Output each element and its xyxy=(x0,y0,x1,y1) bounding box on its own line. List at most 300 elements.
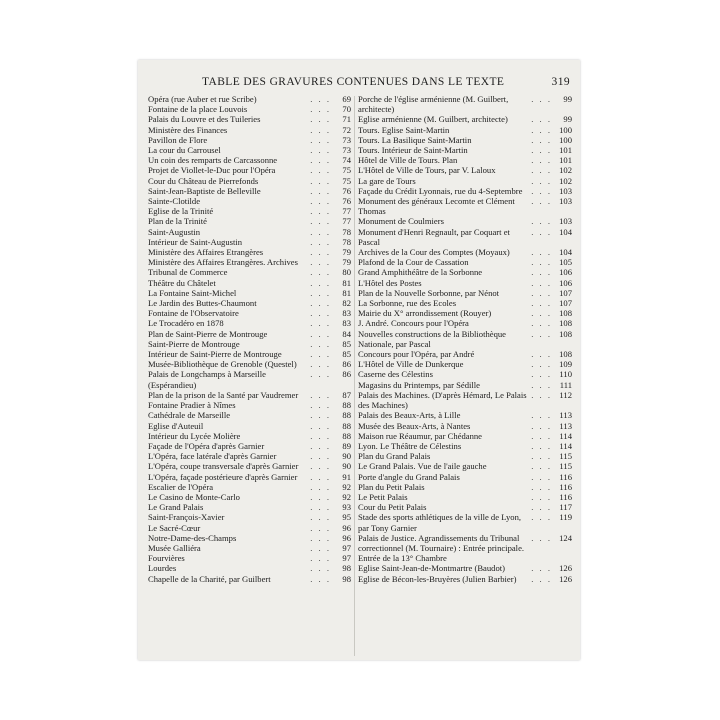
entry-title: Saint-Jean-Baptiste de Belleville xyxy=(148,185,261,196)
entry-title: Intérieur du Lycée Molière xyxy=(148,430,241,441)
entry-page: 103 xyxy=(559,196,572,207)
leader-dots: . . . xyxy=(310,440,331,451)
entry-title: Palais du Louvre et des Tuileries xyxy=(148,114,261,125)
leader-dots: . . . xyxy=(310,134,331,145)
leader-dots: . . . xyxy=(531,481,552,492)
leader-dots: . . . xyxy=(531,410,552,421)
leader-dots: . . . xyxy=(310,104,331,115)
leader-dots: . . . xyxy=(310,318,331,329)
toc-entry xyxy=(148,441,351,451)
toc-entry xyxy=(148,104,351,114)
column-divider xyxy=(354,96,355,656)
entry-page: 100 xyxy=(559,134,572,145)
toc-entry xyxy=(148,176,351,186)
entry-title: Nouvelles constructions de la Bibliothèque Nationale, par Pascal xyxy=(358,328,506,349)
leader-dots: . . . xyxy=(531,532,552,543)
entry-page: 110 xyxy=(559,369,572,380)
entry-title: Plafond de la Cour de Cassation xyxy=(358,257,469,268)
entry-title: La cour du Carrousel xyxy=(148,145,221,156)
entry-page: 107 xyxy=(559,287,572,298)
entry-title: Fourvières xyxy=(148,553,185,564)
toc-entry xyxy=(358,278,572,288)
toc-entry xyxy=(148,400,351,410)
leader-dots: . . . xyxy=(310,328,331,339)
entry-title: L'Hôtel des Postes xyxy=(358,277,422,288)
entry-title: Plan du Grand Palais xyxy=(358,451,431,462)
toc-entry xyxy=(358,441,572,451)
toc-entry xyxy=(358,94,572,114)
entry-page: 99 xyxy=(563,94,572,104)
leader-dots: . . . xyxy=(531,257,552,268)
entry-page: 119 xyxy=(559,512,572,523)
leader-dots: . . . xyxy=(531,359,552,370)
leader-dots: . . . xyxy=(531,185,552,196)
entry-title: Concours pour l'Opéra, par André xyxy=(358,349,475,360)
entry-title: Chapelle de la Charité, par Guilbert xyxy=(148,573,271,584)
entry-page: 96 xyxy=(342,522,351,533)
toc-entry xyxy=(148,155,351,165)
entry-page: 102 xyxy=(559,175,572,186)
toc-entry xyxy=(148,563,351,573)
entry-page: 99 xyxy=(563,114,572,125)
leader-dots: . . . xyxy=(310,389,331,400)
leader-dots: . . . xyxy=(310,359,331,370)
leader-dots: . . . xyxy=(310,124,331,135)
toc-entry xyxy=(148,298,351,308)
toc-entry xyxy=(148,196,351,206)
entry-page: 89 xyxy=(342,440,351,451)
toc-entry xyxy=(358,482,572,492)
entry-title: Saint-Augustin xyxy=(148,226,201,237)
toc-entry xyxy=(358,574,572,584)
entry-page: 82 xyxy=(342,298,351,309)
entry-page: 111 xyxy=(559,379,572,390)
entry-title: Eglise arménienne (M. Guilbert, architecte) xyxy=(358,114,508,125)
entry-title: Musée-Bibliothèque de Grenoble (Questel) xyxy=(148,359,297,370)
toc-entry xyxy=(148,267,351,277)
leader-dots: . . . xyxy=(310,185,331,196)
entry-title: Le Grand Palais. Vue de l'aile gauche xyxy=(358,461,487,472)
leader-dots: . . . xyxy=(310,206,331,217)
toc-entry xyxy=(148,94,351,104)
leader-dots: . . . xyxy=(531,308,552,319)
entry-title: Eglise Saint-Jean-de-Montmartre (Baudot) xyxy=(358,563,506,574)
entry-page: 107 xyxy=(559,298,572,309)
toc-entry xyxy=(358,155,572,165)
entry-page: 69 xyxy=(342,94,351,104)
leader-dots: . . . xyxy=(531,145,552,156)
leader-dots: . . . xyxy=(310,491,331,502)
toc-entry xyxy=(358,502,572,512)
entry-title: Le Petit Palais xyxy=(358,491,408,502)
toc-entry xyxy=(358,165,572,175)
leader-dots: . . . xyxy=(310,471,331,482)
entry-title: Hôtel de Ville de Tours. Plan xyxy=(358,155,458,166)
entry-page: 75 xyxy=(342,175,351,186)
left-column xyxy=(148,94,351,584)
leader-dots: . . . xyxy=(310,308,331,319)
entry-page: 86 xyxy=(342,359,351,370)
leader-dots: . . . xyxy=(531,247,552,258)
leader-dots: . . . xyxy=(310,114,331,125)
entry-page: 98 xyxy=(342,563,351,574)
toc-entry xyxy=(358,369,572,379)
leader-dots: . . . xyxy=(310,553,331,564)
leader-dots: . . . xyxy=(310,236,331,247)
toc-entry xyxy=(358,114,572,124)
entry-title: Eglise de la Trinité xyxy=(148,206,214,217)
entry-page: 78 xyxy=(342,226,351,237)
entry-page: 74 xyxy=(342,155,351,166)
toc-entry xyxy=(148,247,351,257)
entry-title: Eglise de Bécon-les-Bruyères (Julien Barbier) xyxy=(358,573,517,584)
entry-page: 126 xyxy=(559,573,572,584)
entry-page: 103 xyxy=(559,185,572,196)
toc-entry xyxy=(358,390,572,410)
entry-title: Monument de Coulmiers xyxy=(358,216,444,227)
entry-page: 97 xyxy=(342,553,351,564)
toc-entry xyxy=(148,431,351,441)
entry-page: 106 xyxy=(559,267,572,278)
toc-entry xyxy=(148,369,351,389)
toc-entry xyxy=(358,257,572,267)
toc-entry xyxy=(148,227,351,237)
entry-page: 108 xyxy=(559,328,572,339)
leader-dots: . . . xyxy=(310,338,331,349)
entry-page: 101 xyxy=(559,155,572,166)
toc-entry xyxy=(358,145,572,155)
entry-page: 72 xyxy=(342,124,351,135)
leader-dots: . . . xyxy=(310,267,331,278)
toc-entry xyxy=(358,267,572,277)
entry-title: Cour du Petit Palais xyxy=(358,502,427,513)
toc-entry xyxy=(358,308,572,318)
entry-title: L'Opéra, façade postérieure d'après Garnier xyxy=(148,471,298,482)
entry-title: Un coin des remparts de Carcassonne xyxy=(148,155,278,166)
entry-page: 115 xyxy=(559,451,572,462)
toc-entry xyxy=(358,492,572,502)
entry-page: 71 xyxy=(342,114,351,125)
entry-title: Ministère des Affaires Etrangères. Archives xyxy=(148,257,298,268)
toc-entry xyxy=(358,461,572,471)
leader-dots: . . . xyxy=(310,451,331,462)
entry-page: 115 xyxy=(559,461,572,472)
entry-title: Saint-François-Xavier xyxy=(148,512,225,523)
leader-dots: . . . xyxy=(310,400,331,411)
entry-page: 105 xyxy=(559,257,572,268)
leader-dots: . . . xyxy=(531,451,552,462)
entry-title: Ministère des Finances xyxy=(148,124,228,135)
entry-page: 92 xyxy=(342,491,351,502)
leader-dots: . . . xyxy=(310,542,331,553)
toc-entry xyxy=(358,410,572,420)
leader-dots: . . . xyxy=(531,471,552,482)
entry-page: 103 xyxy=(559,216,572,227)
toc-entry xyxy=(148,451,351,461)
entry-title: Pavillon de Flore xyxy=(148,134,208,145)
toc-entry xyxy=(358,533,572,564)
toc-entry xyxy=(148,472,351,482)
entry-title: Monument d'Henri Regnault, par Coquart et Pascal xyxy=(358,226,510,247)
entry-title: Eglise d'Auteuil xyxy=(148,420,204,431)
entry-page: 96 xyxy=(342,532,351,543)
entry-page: 70 xyxy=(342,104,351,115)
leader-dots: . . . xyxy=(531,124,552,135)
entry-page: 77 xyxy=(342,216,351,227)
toc-entry xyxy=(358,380,572,390)
leader-dots: . . . xyxy=(531,114,552,125)
leader-dots: . . . xyxy=(310,563,331,574)
entry-page: 126 xyxy=(559,563,572,574)
toc-entry xyxy=(148,288,351,298)
entry-page: 75 xyxy=(342,165,351,176)
leader-dots: . . . xyxy=(531,573,552,584)
entry-page: 93 xyxy=(342,502,351,513)
entry-title: La gare de Tours xyxy=(358,175,416,186)
entry-page: 87 xyxy=(342,389,351,400)
entry-title: Magasins du Printemps, par Sédille xyxy=(358,379,480,390)
toc-entry xyxy=(148,461,351,471)
entry-page: 88 xyxy=(342,410,351,421)
entry-title: Porte d'angle du Grand Palais xyxy=(358,471,460,482)
entry-page: 117 xyxy=(559,502,572,513)
entry-title: Tours. Intérieur de Saint-Martin xyxy=(358,145,468,156)
toc-entry xyxy=(358,451,572,461)
leader-dots: . . . xyxy=(310,175,331,186)
toc-entry xyxy=(148,216,351,226)
leader-dots: . . . xyxy=(310,226,331,237)
entry-page: 90 xyxy=(342,451,351,462)
toc-entry xyxy=(358,186,572,196)
entry-page: 78 xyxy=(342,236,351,247)
entry-page: 124 xyxy=(559,532,572,543)
toc-entry xyxy=(148,145,351,155)
leader-dots: . . . xyxy=(531,216,552,227)
toc-entry xyxy=(148,339,351,349)
leader-dots: . . . xyxy=(310,502,331,513)
entry-title: Musée Galliéra xyxy=(148,542,201,553)
entry-title: Plan du Petit Palais xyxy=(358,481,425,492)
toc-entry xyxy=(358,176,572,186)
entry-title: Monument des généraux Lecomte et Clément Thomas xyxy=(358,196,515,217)
toc-entry xyxy=(148,492,351,502)
entry-page: 109 xyxy=(559,359,572,370)
entry-title: Grand Amphithéâtre de la Sorbonne xyxy=(358,267,483,278)
toc-entry xyxy=(358,288,572,298)
leader-dots: . . . xyxy=(310,349,331,360)
toc-entry xyxy=(358,421,572,431)
toc-entry xyxy=(358,431,572,441)
leader-dots: . . . xyxy=(531,287,552,298)
leader-dots: . . . xyxy=(531,430,552,441)
entry-page: 90 xyxy=(342,461,351,472)
entry-page: 85 xyxy=(342,349,351,360)
entry-page: 92 xyxy=(342,481,351,492)
toc-entry xyxy=(358,298,572,308)
toc-entry xyxy=(148,533,351,543)
entry-page: 104 xyxy=(559,226,572,237)
entry-page: 113 xyxy=(559,410,572,421)
entry-title: Sainte-Clotilde xyxy=(148,196,201,207)
toc-entry xyxy=(148,237,351,247)
leader-dots: . . . xyxy=(531,328,552,339)
entry-page: 108 xyxy=(559,349,572,360)
entry-page: 108 xyxy=(559,318,572,329)
entry-title: Tribunal de Commerce xyxy=(148,267,228,278)
toc-entry xyxy=(148,206,351,216)
entry-page: 116 xyxy=(559,481,572,492)
entry-page: 102 xyxy=(559,165,572,176)
entry-title: Le Sacré-Cœur xyxy=(148,522,201,533)
entry-page: 73 xyxy=(342,134,351,145)
entry-page: 112 xyxy=(559,389,572,400)
leader-dots: . . . xyxy=(531,226,552,237)
entry-title: Mairie du X° arrondissement (Rouyer) xyxy=(358,308,492,319)
toc-entry xyxy=(148,329,351,339)
entry-title: La Sorbonne, rue des Ecoles xyxy=(358,298,457,309)
leader-dots: . . . xyxy=(531,502,552,513)
page-number: 319 xyxy=(551,76,570,88)
entry-title: L'Opéra, face latérale d'après Garnier xyxy=(148,451,277,462)
entry-title: Façade du Crédit Lyonnais, rue du 4-Septembre xyxy=(358,185,523,196)
leader-dots: . . . xyxy=(531,94,552,104)
entry-page: 81 xyxy=(342,277,351,288)
entry-page: 73 xyxy=(342,145,351,156)
leader-dots: . . . xyxy=(310,461,331,472)
leader-dots: . . . xyxy=(310,155,331,166)
entry-title: J. André. Concours pour l'Opéra xyxy=(358,318,469,329)
leader-dots: . . . xyxy=(310,196,331,207)
entry-title: Tours. Eglise Saint-Martin xyxy=(358,124,450,135)
toc-entry xyxy=(148,135,351,145)
right-column xyxy=(358,94,572,584)
leader-dots: . . . xyxy=(310,94,331,104)
entry-page: 88 xyxy=(342,400,351,411)
entry-title: Plan de la prison de la Santé par Vaudremer xyxy=(148,389,299,400)
entry-page: 88 xyxy=(342,420,351,431)
leader-dots: . . . xyxy=(531,369,552,380)
entry-title: Palais de Justice. Agrandissements du Tribunal correctionnel (M. Tournaire) : Entrée principale. Entrée de la 13° Chambre xyxy=(358,532,525,564)
entry-page: 79 xyxy=(342,247,351,258)
entry-title: Fontaine de l'Observatoire xyxy=(148,308,239,319)
leader-dots: . . . xyxy=(531,440,552,451)
entry-title: Plan de la Nouvelle Sorbonne, par Nénot xyxy=(358,287,500,298)
leader-dots: . . . xyxy=(310,277,331,288)
leader-dots: . . . xyxy=(531,512,552,523)
toc-entry xyxy=(358,196,572,216)
toc-entry xyxy=(148,125,351,135)
entry-page: 104 xyxy=(559,247,572,258)
entry-title: Archives de la Cour des Comptes (Moyaux) xyxy=(358,247,510,258)
toc-entry xyxy=(148,574,351,584)
toc-entry xyxy=(148,523,351,533)
entry-title: Maison rue Réaumur, par Chédanne xyxy=(358,430,482,441)
leader-dots: . . . xyxy=(531,175,552,186)
toc-entry xyxy=(148,421,351,431)
page-title: TABLE DES GRAVURES CONTENUES DANS LE TEXTE xyxy=(202,76,505,88)
leader-dots: . . . xyxy=(310,573,331,584)
toc-entry xyxy=(148,278,351,288)
toc-entry xyxy=(358,135,572,145)
entry-title: Intérieur de Saint-Pierre de Montrouge xyxy=(148,349,282,360)
entry-page: 80 xyxy=(342,267,351,278)
toc-entry xyxy=(358,329,572,349)
leader-dots: . . . xyxy=(531,461,552,472)
entry-title: Cathédrale de Marseille xyxy=(148,410,231,421)
entry-title: Théâtre du Châtelet xyxy=(148,277,216,288)
entry-title: Le Grand Palais xyxy=(148,502,204,513)
leader-dots: . . . xyxy=(531,379,552,390)
toc-entry xyxy=(148,308,351,318)
toc-entry xyxy=(358,318,572,328)
entry-page: 114 xyxy=(559,430,572,441)
entry-page: 76 xyxy=(342,185,351,196)
leader-dots: . . . xyxy=(531,318,552,329)
entry-title: Plan de Saint-Pierre de Montrouge xyxy=(148,328,268,339)
toc-entry xyxy=(148,186,351,196)
leader-dots: . . . xyxy=(310,247,331,258)
leader-dots: . . . xyxy=(531,389,552,400)
entry-title: L'Hôtel de Ville de Dunkerque xyxy=(358,359,464,370)
entry-title: Le Jardin des Buttes-Chaumont xyxy=(148,298,257,309)
leader-dots: . . . xyxy=(531,563,552,574)
leader-dots: . . . xyxy=(310,369,331,380)
entry-title: Opéra (rue Auber et rue Scribe) xyxy=(148,94,257,104)
entry-title: Fontaine de la place Louvois xyxy=(148,104,248,115)
leader-dots: . . . xyxy=(531,277,552,288)
entry-title: Cour du Château de Pierrefonds xyxy=(148,175,259,186)
entry-title: Le Trocadéro en 1878 xyxy=(148,318,224,329)
entry-title: Tours. La Basilique Saint-Martin xyxy=(358,134,472,145)
toc-entry xyxy=(148,512,351,522)
leader-dots: . . . xyxy=(310,410,331,421)
toc-entry xyxy=(358,472,572,482)
entry-page: 100 xyxy=(559,124,572,135)
entry-page: 76 xyxy=(342,196,351,207)
entry-title: Stade des sports athlétiques de la ville de Lyon, par Tony Garnier xyxy=(358,512,522,533)
entry-title: Porche de l'église arménienne (M. Guilbert, architecte) xyxy=(358,94,509,115)
leader-dots: . . . xyxy=(531,134,552,145)
leader-dots: . . . xyxy=(310,430,331,441)
entry-page: 84 xyxy=(342,328,351,339)
entry-page: 79 xyxy=(342,257,351,268)
toc-entry xyxy=(148,390,351,400)
leader-dots: . . . xyxy=(310,420,331,431)
toc-entry xyxy=(148,359,351,369)
entry-title: Projet de Viollet-le-Duc pour l'Opéra xyxy=(148,165,276,176)
entry-title: Ministère des Affaires Etrangères xyxy=(148,247,264,258)
leader-dots: . . . xyxy=(310,481,331,492)
toc-entry xyxy=(148,349,351,359)
entry-page: 86 xyxy=(342,369,351,380)
entry-title: Plan de la Trinité xyxy=(148,216,207,227)
entry-page: 106 xyxy=(559,277,572,288)
entry-title: Intérieur de Saint-Augustin xyxy=(148,236,243,247)
entry-page: 116 xyxy=(559,471,572,482)
entry-title: L'Opéra, coupe transversale d'après Garnier xyxy=(148,461,299,472)
leader-dots: . . . xyxy=(310,257,331,268)
leader-dots: . . . xyxy=(531,491,552,502)
leader-dots: . . . xyxy=(531,298,552,309)
entry-page: 113 xyxy=(559,420,572,431)
leader-dots: . . . xyxy=(310,165,331,176)
entry-title: Caserne des Célestins xyxy=(358,369,433,380)
toc-entry xyxy=(148,482,351,492)
leader-dots: . . . xyxy=(310,298,331,309)
entry-title: L'Hôtel de Ville de Tours, par V. Laloux xyxy=(358,165,496,176)
leader-dots: . . . xyxy=(310,287,331,298)
entry-title: Le Casino de Monte-Carlo xyxy=(148,491,240,502)
